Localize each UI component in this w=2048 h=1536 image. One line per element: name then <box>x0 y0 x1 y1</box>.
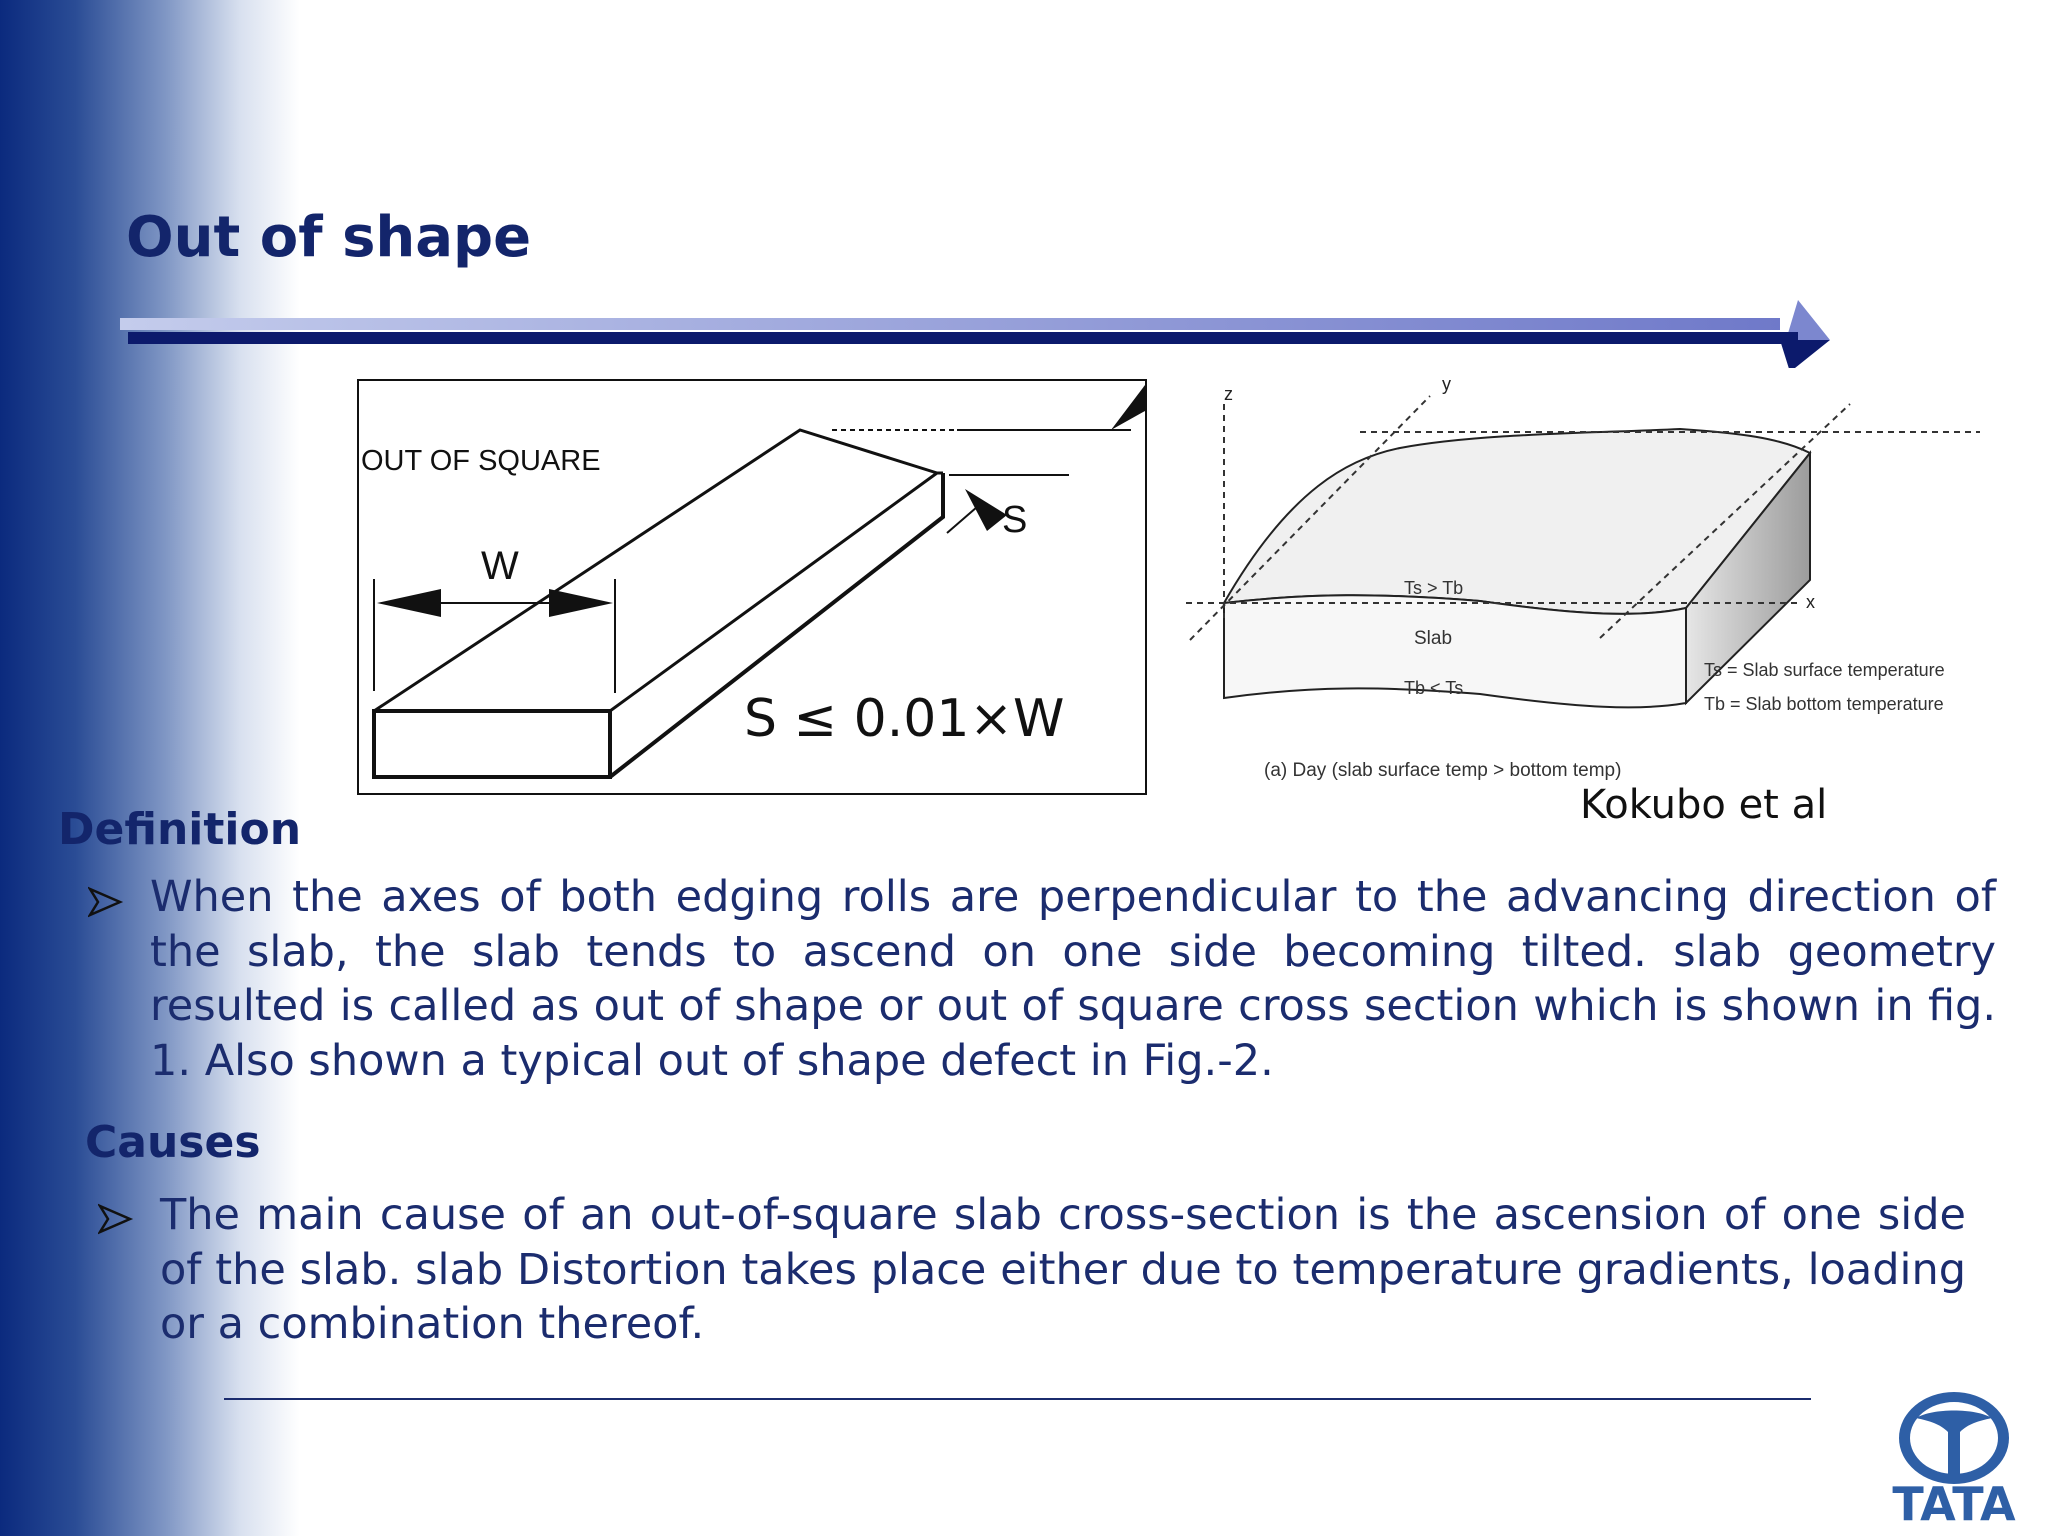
out-of-square-label: OUT OF SQUARE <box>361 445 601 477</box>
definition-heading: Definition <box>58 804 302 855</box>
page-title: Out of shape <box>126 205 532 270</box>
figure2-caption: (a) Day (slab surface temp > bottom temp) <box>1264 760 1622 781</box>
out-of-square-figure <box>357 379 1147 795</box>
width-label: W <box>481 544 519 588</box>
x-axis-label: x <box>1806 592 1815 612</box>
tata-logo-icon <box>1878 1388 2028 1528</box>
z-axis-label: z <box>1224 384 1233 404</box>
w-arrow-right <box>549 589 613 617</box>
top-temp-label: Ts > Tb <box>1404 578 1464 598</box>
y-axis-label: y <box>1442 374 1451 394</box>
w-arrow-left <box>377 589 441 617</box>
slab-curl-figure <box>1180 368 1990 798</box>
s-arrow <box>965 489 1007 531</box>
title-arrow-divider <box>118 290 1838 370</box>
legend-ts: Ts = Slab surface temperature <box>1704 660 1945 680</box>
logo-text: TATA <box>1892 1477 2016 1528</box>
slab-label: Slab <box>1414 628 1453 649</box>
figure-credit: Kokubo et al <box>1580 782 1828 828</box>
legend-tb: Tb = Slab bottom temperature <box>1704 694 1944 714</box>
s-label: S <box>1002 499 1028 541</box>
causes-heading: Causes <box>85 1117 261 1168</box>
bottom-temp-label: Tb < Ts <box>1404 678 1464 698</box>
tata-logo <box>1878 1388 2028 1532</box>
footer-divider <box>224 1398 1811 1400</box>
arrow-bullet-icon <box>98 1203 134 1235</box>
top-right-arrow <box>1111 385 1145 430</box>
arrow-bullet-icon <box>88 886 124 918</box>
formula: S ≤ 0.01×W <box>744 689 1065 749</box>
causes-text: The main cause of an out-of-square slab cross-section is the ascension of one side of the slab. slab Distortion takes place either due to temperature gradients, loading or a combination thereof. <box>160 1190 1966 1349</box>
definition-text: When the axes of both edging rolls are perpendicular to the advancing direction of the slab, the slab tends to ascend on one side becoming tilted. slab geometry resulted is called as out of shape or out of square cross section which is shown in fig. 1. Also shown a typical out of shape defect in Fig.-2. <box>150 872 1996 1086</box>
